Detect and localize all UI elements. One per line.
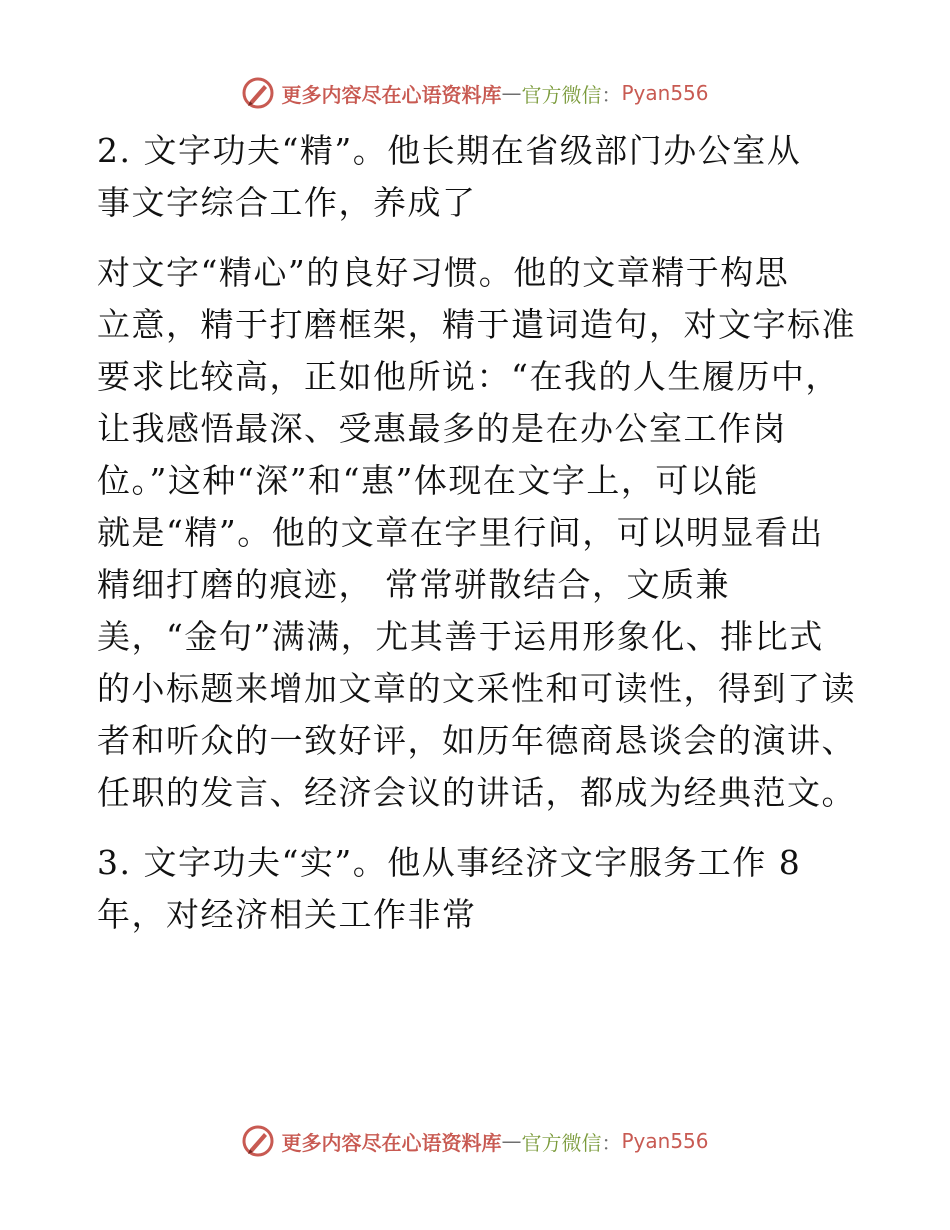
text-line: 立意，精于打磨框架，精于遣词造句，对文字标准 bbox=[97, 305, 856, 344]
text-line: 任职的发言、经济会议的讲话，都成为经典范文。 bbox=[97, 773, 856, 812]
text-line: 的小标题来增加文章的文采性和可读性，得到了读 bbox=[97, 669, 856, 708]
text-line: 精细打磨的痕迹， 常常骈散结合，文质兼 bbox=[97, 565, 730, 604]
watermark-colon: ： bbox=[601, 82, 622, 107]
text-line: 位。”这种“深”和“惠”体现在文字上，可以能 bbox=[97, 461, 759, 500]
pen-logo-icon bbox=[241, 1124, 275, 1158]
watermark-dash: — bbox=[501, 81, 522, 105]
text-line: 对文字“精心”的良好习惯。他的文章精于构思 bbox=[97, 253, 790, 292]
text-line: 让我感悟最深、受惠最多的是在办公室工作岗 bbox=[97, 409, 787, 448]
watermark-official-label: 官方微信 bbox=[521, 82, 602, 107]
paragraph-3 bbox=[97, 837, 857, 941]
watermark-dash: — bbox=[501, 1129, 522, 1153]
watermark-brand-text: 更多内容尽在心语资料库 bbox=[281, 1130, 502, 1155]
text-line: 3. 文字功夫“实”。他从事经济文字服务工作 8 bbox=[97, 843, 802, 882]
text-line: 美，“金句”满满，尤其善于运用形象化、排比式 bbox=[97, 617, 824, 656]
watermark-official-label: 官方微信 bbox=[521, 1130, 602, 1155]
watermark-header bbox=[0, 76, 950, 110]
paragraph-2 bbox=[97, 247, 857, 819]
watermark-brand-text: 更多内容尽在心语资料库 bbox=[281, 82, 502, 107]
text-line: 者和听众的一致好评，如历年德商恳谈会的演讲、 bbox=[97, 721, 856, 760]
paragraph-1 bbox=[97, 125, 857, 229]
pen-logo-icon bbox=[241, 76, 275, 110]
text-line: 就是“精”。他的文章在字里行间，可以明显看出 bbox=[97, 513, 824, 552]
watermark-wechat-id: Pyan556 bbox=[621, 81, 709, 105]
text-line: 年，对经济相关工作非常 bbox=[97, 895, 477, 934]
text-line: 2. 文字功夫“精”。他长期在省级部门办公室从 bbox=[97, 131, 802, 170]
text-line: 事文字综合工作，养成了 bbox=[97, 183, 477, 222]
watermark-colon: ： bbox=[601, 1130, 622, 1155]
watermark-footer bbox=[0, 1124, 950, 1158]
body-text bbox=[97, 125, 857, 941]
watermark-wechat-id: Pyan556 bbox=[621, 1129, 709, 1153]
text-line: 要求比较高，正如他所说：“在我的人生履历中， bbox=[97, 357, 840, 396]
